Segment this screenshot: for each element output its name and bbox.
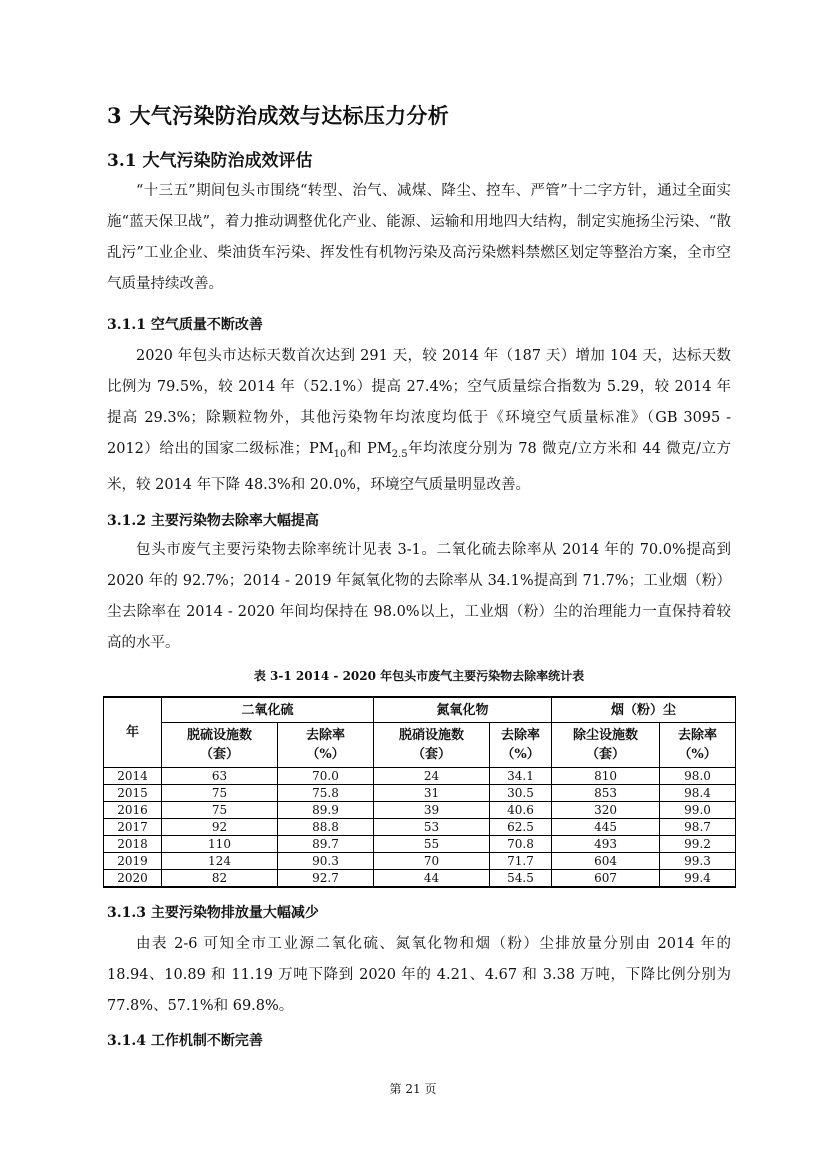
table-cell: 70.8 — [490, 836, 552, 853]
table-row — [104, 785, 736, 802]
group-header-dust: 烟（粉）尘 — [552, 697, 736, 723]
table-cell: 99.3 — [660, 853, 736, 870]
table-cell: 607 — [552, 870, 660, 888]
table-row — [104, 802, 736, 819]
table-cell: 810 — [552, 768, 660, 785]
table-cell: 54.5 — [490, 870, 552, 888]
table-cell: 44 — [374, 870, 490, 888]
table-cell: 98.0 — [660, 768, 736, 785]
table-cell: 89.9 — [278, 802, 374, 819]
table-cell: 34.1 — [490, 768, 552, 785]
table-cell: 39 — [374, 802, 490, 819]
section-3-1-3-text: 由表 2-6 可知全市工业源二氧化硫、氮氧化物和烟（粉）尘排放量分别由 2014 年的 18.94、10.89 和 11.19 万吨下降到 2020 年的 4.21、4.67 和 3.38 万吨，下降比例分别为 77.8%、57.1%和 69.8%。 — [107, 936, 731, 1014]
table-row — [104, 870, 736, 888]
table-cell: 75.8 — [278, 785, 374, 802]
pm25-subscript: 2.5 — [391, 448, 408, 460]
table-cell: 2015 — [104, 785, 162, 802]
table-cell: 31 — [374, 785, 490, 802]
section-3-1-4-heading: 3.1.4 工作机制不断完善 — [107, 1033, 263, 1049]
section-3-1-2-heading: 3.1.2 主要污染物去除率大幅提高 — [107, 513, 319, 529]
table-cell: 98.7 — [660, 819, 736, 836]
table-cell: 604 — [552, 853, 660, 870]
table-row — [104, 836, 736, 853]
table-cell: 70 — [374, 853, 490, 870]
table-row — [104, 819, 736, 836]
table-cell: 53 — [374, 819, 490, 836]
table-cell: 30.5 — [490, 785, 552, 802]
subheader-nox-removal-rate: 去除率 （%） — [490, 723, 552, 768]
section-3-1-3-heading: 3.1.3 主要污染物排放量大幅减少 — [107, 905, 319, 921]
group-header-nox: 氮氧化物 — [374, 697, 552, 723]
table-cell: 2014 — [104, 768, 162, 785]
table-cell: 70.0 — [278, 768, 374, 785]
section-3-1-heading: 3.1 大气污染防治成效评估 — [107, 151, 313, 171]
table-cell: 75 — [162, 802, 278, 819]
section-3-1-1-text — [107, 341, 731, 501]
section-3-1-text: “十三五”期间包头市围绕“转型、治气、减煤、降尘、控车、严管”十二字方针，通过全面实施“蓝天保卫战”，着力推动调整优化产业、能源、运输和用地四大结构，制定实施扬尘污染、“散乱污”工业企业、柴油货车污染、挥发性有机物污染及高污染燃料禁燃区划定等整治方案，全市空气质量持续改善。 — [107, 183, 731, 292]
table-header-row — [104, 697, 736, 723]
page-number: 第 21 页 — [389, 1082, 437, 1096]
table-cell: 62.5 — [490, 819, 552, 836]
table-cell: 853 — [552, 785, 660, 802]
table-row — [104, 768, 736, 785]
year-header: 年 — [104, 697, 162, 768]
table-cell: 99.4 — [660, 870, 736, 888]
section-3-1-2-text: 包头市废气主要污染物去除率统计见表 3-1。二氧化硫去除率从 2014 年的 70.0%提高到 2020 年的 92.7%；2014 - 2019 年氮氧化物的去除率从 34.1%提高到 71.7%；工业烟（粉）尘去除率在 2014 - 2020 年间均保持在 98.0%以上，工业烟（粉）尘的治理能力一直保持着较高的水平。 — [107, 542, 731, 651]
text-run: 和 PM — [346, 441, 392, 457]
table-cell: 63 — [162, 768, 278, 785]
table-cell: 320 — [552, 802, 660, 819]
table-cell: 55 — [374, 836, 490, 853]
table-cell: 92 — [162, 819, 278, 836]
table-cell: 40.6 — [490, 802, 552, 819]
text-run: 2020 年包头市达标天数首次达到 291 天，较 2014 年（187 天）增加 104 天，达标天数比例为 79.5%，较 2014 年（52.1%）提高 27.4%；空气质量综合指数为 5.29，较 2014 年提高 29.3%；除颗粒物外，其他污染物年均浓度均低于《环境空气质量标准》（GB 3095 - 2012）给出的国家二级标准；PM — [107, 348, 731, 457]
pm10-subscript: 10 — [333, 448, 347, 460]
table-cell: 75 — [162, 785, 278, 802]
table-cell: 2016 — [104, 802, 162, 819]
subheader-desulfurization-count: 脱硫设施数 （套） — [162, 723, 278, 768]
table-cell: 2020 — [104, 870, 162, 888]
table-cell: 92.7 — [278, 870, 374, 888]
table-cell: 98.4 — [660, 785, 736, 802]
table-cell: 2019 — [104, 853, 162, 870]
table-cell: 90.3 — [278, 853, 374, 870]
table-row — [104, 853, 736, 870]
table-cell: 88.8 — [278, 819, 374, 836]
section-3-1-2-paragraph — [107, 535, 731, 659]
table-cell: 99.2 — [660, 836, 736, 853]
table-cell: 71.7 — [490, 853, 552, 870]
table-cell: 445 — [552, 819, 660, 836]
table-cell: 2018 — [104, 836, 162, 853]
table-cell: 124 — [162, 853, 278, 870]
table-cell: 24 — [374, 768, 490, 785]
table-subheader-row — [104, 723, 736, 768]
section-3-1-1-heading: 3.1.1 空气质量不断改善 — [107, 317, 263, 333]
table-cell: 82 — [162, 870, 278, 888]
section-3-1-paragraph — [107, 176, 731, 300]
subheader-dust-removal-count: 除尘设施数 （套） — [552, 723, 660, 768]
subheader-so2-removal-rate: 去除率 （%） — [278, 723, 374, 768]
table-caption: 表 3-1 2014 - 2020 年包头市废气主要污染物去除率统计表 — [253, 669, 585, 683]
section-3-1-3-paragraph — [107, 929, 731, 1022]
chapter-heading: 3 大气污染防治成效与达标压力分析 — [107, 103, 450, 128]
text-run: 年均浓度分别为 78 微克/立方米和 44 微克/立方米，较 2014 年下降 48.3%和 20.0%，环境空气质量明显改善。 — [107, 441, 732, 493]
table-cell: 99.0 — [660, 802, 736, 819]
subheader-denitration-count: 脱硝设施数 （套） — [374, 723, 490, 768]
table-cell: 493 — [552, 836, 660, 853]
subheader-dust-removal-rate: 去除率 （%） — [660, 723, 736, 768]
group-header-so2: 二氧化硫 — [162, 697, 374, 723]
section-3-1-1-paragraph — [107, 341, 731, 501]
removal-rate-table — [103, 696, 736, 888]
table-cell: 110 — [162, 836, 278, 853]
table-cell: 2017 — [104, 819, 162, 836]
table-cell: 89.7 — [278, 836, 374, 853]
